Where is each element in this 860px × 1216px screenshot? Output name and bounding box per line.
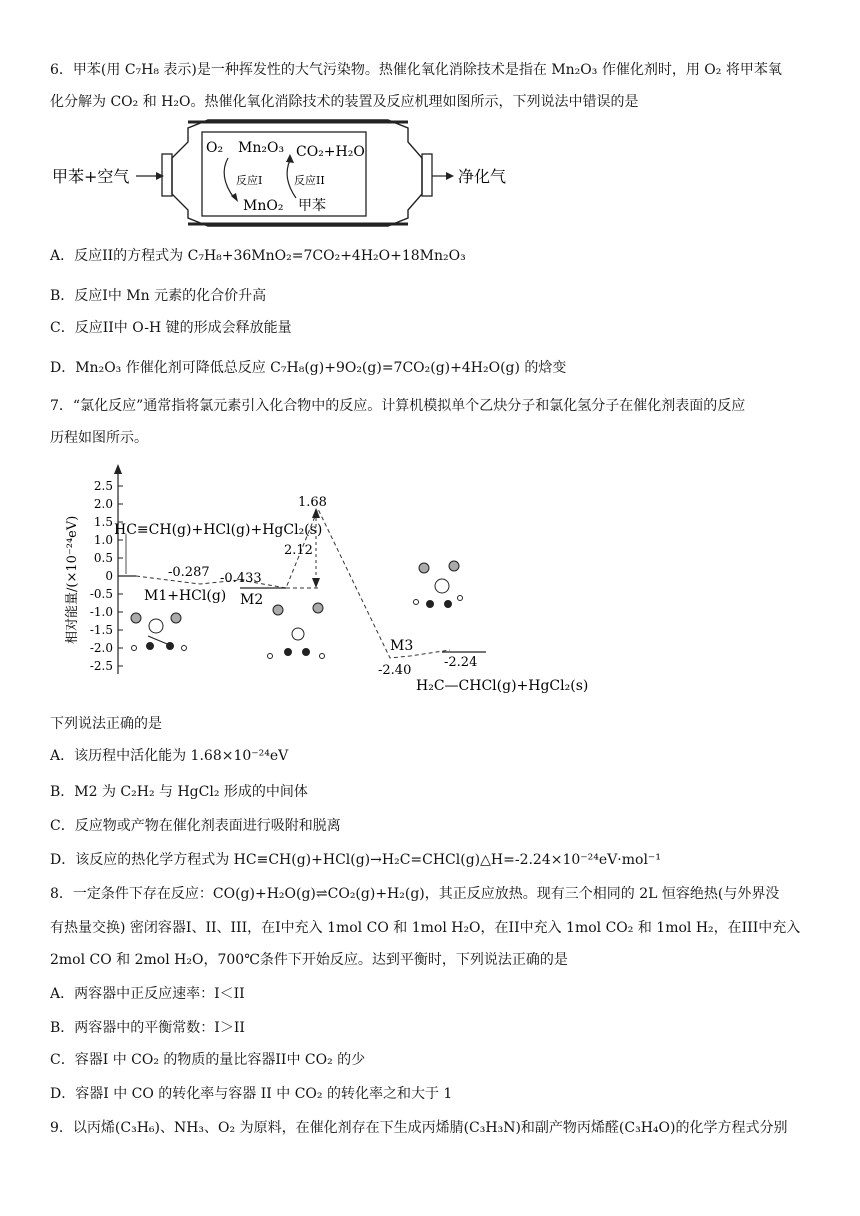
q8-stem-line3: 2mol CO 和 2mol H₂O，700℃条件下开始反应。达到平衡时，下列说法正确的是 <box>50 952 568 968</box>
barrier-value: 2.12 <box>284 543 313 558</box>
q7-stem-line1: 7．“氯化反应”通常指将氯元素引入化合物中的反应。计算机模拟单个乙炔分子和氯化氢分子在催化剂表面的反应 <box>50 398 746 414</box>
m3-energy-value: -2.40 <box>378 663 412 678</box>
y-tick-label: 0 <box>105 569 113 583</box>
y-tick-label: -2.5 <box>89 659 113 673</box>
y-tick-label: -1.0 <box>89 605 113 619</box>
m3-label: M3 <box>390 638 414 654</box>
ts-energy-value: 1.68 <box>298 495 327 510</box>
y-tick-label: -1.5 <box>89 623 113 637</box>
q6-option-a: A．反应II的方程式为 C₇H₈+36MnO₂=7CO₂+4H₂O+18Mn₂O₃ <box>50 248 466 264</box>
y-tick-label: 0.5 <box>93 551 113 565</box>
reaction2-label: 反应II <box>294 174 325 187</box>
products-label: CO₂+H₂O <box>296 144 365 160</box>
q7-stem-line2: 历程如图所示。 <box>50 430 148 446</box>
q7-question: 下列说法正确的是 <box>50 716 162 732</box>
y-tick-label: 1.0 <box>93 533 113 547</box>
m1-energy-value: -0.287 <box>168 565 210 580</box>
energy-profile-diagram <box>50 462 630 698</box>
o2-label: O₂ <box>206 140 224 156</box>
m2-energy-value: -0.433 <box>220 571 262 586</box>
q7-option-b: B．M2 为 C₂H₂ 与 HgCl₂ 形成的中间体 <box>50 784 308 800</box>
y-tick-label: -2.0 <box>89 641 113 655</box>
q8-option-d: D．容器I 中 CO 的转化率与容器 II 中 CO₂ 的转化率之和大于 1 <box>50 1086 453 1102</box>
reactor-diagram <box>50 118 507 228</box>
q6-option-b: B．反应I中 Mn 元素的化合价升高 <box>50 288 267 304</box>
q8-option-a: A．两容器中正反应速率：I＜II <box>50 986 245 1002</box>
q8-option-b: B．两容器中的平衡常数：I＞II <box>50 1020 245 1036</box>
final-state-label: H₂C—CHCl(g)+HgCl₂(s) <box>416 678 589 694</box>
inlet-label: 甲苯+空气 <box>52 167 130 186</box>
toluene-label: 甲苯 <box>298 198 326 214</box>
y-tick-label: 2.5 <box>93 479 113 493</box>
q8-option-c: C．容器I 中 CO₂ 的物质的量比容器II中 CO₂ 的少 <box>50 1052 366 1068</box>
m3-molecule-icon <box>414 561 463 608</box>
m2-label: M2 <box>240 592 264 608</box>
m2-molecule-icon <box>268 603 325 659</box>
reaction1-label: 反应I <box>236 174 263 187</box>
y-tick-label: 2.0 <box>93 497 113 511</box>
mn2o3-label: Mn₂O₃ <box>238 140 285 156</box>
q6-stem-line1: 6．甲苯(用 C₇H₈ 表示)是一种挥发性的大气污染物。热催化氧化消除技术是指在 Mn₂O₃ 作催化剂时，用 O₂ 将甲苯氧 <box>50 62 782 78</box>
q7-option-a: A．该历程中活化能为 1.68×10⁻²⁴eV <box>50 748 289 764</box>
q8-stem-line2: 有热量交换) 密闭容器I、II、III，在I中充入 1mol CO 和 1mol H₂O，在II中充入 1mol CO₂ 和 1mol H₂，在III中充入 <box>50 920 801 936</box>
y-axis-label: 相对能量/(×10⁻²⁴eV) <box>65 515 80 644</box>
m1-label: M1+HCl(g) <box>144 588 227 604</box>
mno2-label: MnO₂ <box>243 198 284 214</box>
q9-stem-line1: 9．以丙烯(C₃H₆)、NH₃、O₂ 为原料，在催化剂存在下生成丙烯腈(C₃H₃N)和副产物丙烯醛(C₃H₄O)的化学方程式分别 <box>50 1120 788 1136</box>
q7-option-c: C．反应物或产物在催化剂表面进行吸附和脱离 <box>50 818 341 834</box>
q6-option-d: D．Mn₂O₃ 作催化剂可降低总反应 C₇H₈(g)+9O₂(g)=7CO₂(g)+4H₂O(g) 的焓变 <box>50 360 567 376</box>
q6-option-c: C．反应II中 O-H 键的形成会释放能量 <box>50 320 292 336</box>
q7-option-d: D．该反应的热化学方程式为 HC≡CH(g)+HCl(g)→H₂C=CHCl(g)△H=-2.24×10⁻²⁴eV·mol⁻¹ <box>50 852 661 868</box>
y-tick-label: 1.5 <box>93 515 113 529</box>
outlet-label: 净化气 <box>458 167 507 186</box>
final-energy-value: -2.24 <box>444 655 478 670</box>
q6-stem-line2: 化分解为 CO₂ 和 H₂O。热催化氧化消除技术的装置及反应机理如图所示，下列说法中错误的是 <box>50 94 639 110</box>
q8-stem-line1: 8．一定条件下存在反应：CO(g)+H₂O(g)⇌CO₂(g)+H₂(g)，其正反应放热。现有三个相同的 2L 恒容绝热(与外界没 <box>50 886 780 902</box>
start-state-label: HC≡CH(g)+HCl(g)+HgCl₂(s) <box>114 522 323 538</box>
y-tick-label: -0.5 <box>89 587 113 601</box>
m1-molecule-icon <box>131 613 187 651</box>
